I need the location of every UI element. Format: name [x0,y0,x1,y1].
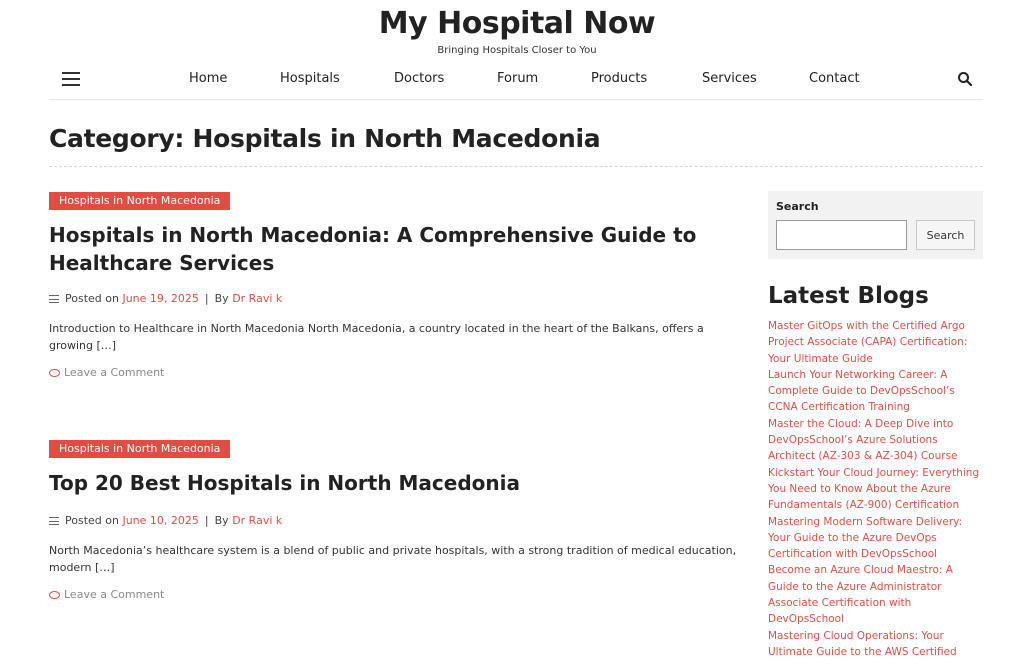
post-excerpt: North Macedonia’s healthcare system is a blend of public and private hospitals, with a strong tradition of medical education, modern […] [49,544,737,574]
site-title[interactable]: My Hospital Now [378,6,656,41]
post-title[interactable]: Top 20 Best Hospitals in North Macedonia [49,471,520,495]
main-navigation [49,62,983,100]
post-date-link[interactable]: June 10, 2025 [122,514,199,527]
comment-bubble-icon [49,369,60,377]
author-link[interactable]: Dr Ravi k [232,514,283,527]
site-tagline: Bringing Hospitals Closer to You [437,45,597,56]
nav-item-contact[interactable]: Contact [809,71,860,86]
comment-label: Leave a Comment [64,588,165,601]
post-excerpt: Introduction to Healthcare in North Macedonia North Macedonia, a country located in the heart of the Balkans, offers a growing […] [49,322,704,352]
search-button[interactable]: Search [916,220,975,250]
menu-lines-icon [49,295,59,303]
meta-separator: | [204,514,209,527]
nav-item-products[interactable]: Products [591,71,648,86]
blog-link[interactable]: Master GitOps with the Certified Argo Project Associate (CAPA) Certification: Your Ultimate Guide [768,320,968,365]
latest-blogs-heading: Latest Blogs [768,283,929,309]
search-input[interactable] [776,220,907,250]
blog-link[interactable]: Mastering Cloud Operations: Your Ultimate Guide to the AWS Certified [768,629,957,658]
blog-link[interactable]: Mastering Modern Software Delivery: Your Guide to the Azure DevOps Certification with DevOpsSchool [768,515,963,561]
category-badge[interactable]: Hospitals in North Macedonia [49,192,230,210]
leave-comment-link[interactable] [49,366,164,379]
author-link[interactable]: Dr Ravi k [232,292,283,305]
comment-label: Leave a Comment [64,366,165,379]
nav-item-home[interactable]: Home [189,71,228,86]
latest-blogs-list [768,318,980,660]
post-meta [49,292,282,305]
leave-comment-link[interactable] [49,588,164,601]
page-title: Category: Hospitals in North Macedonia [49,124,601,153]
posted-on-label: Posted on [65,514,119,527]
title-divider [49,166,983,167]
blog-link[interactable]: Launch Your Networking Career: A Complete Guide to DevOpsSchool’s CCNA Certification Training [768,368,955,414]
search-icon[interactable] [957,71,973,87]
post-date-link[interactable]: June 19, 2025 [122,292,199,305]
menu-lines-icon [49,517,59,525]
category-badge[interactable]: Hospitals in North Macedonia [49,440,230,458]
by-label: By [214,514,229,527]
nav-item-forum[interactable]: Forum [497,71,539,86]
nav-item-services[interactable]: Services [702,71,757,86]
search-widget-label: Search [776,200,819,213]
hamburger-icon[interactable] [62,72,80,86]
blog-link[interactable]: Kickstart Your Cloud Journey: Everything You Need to Know About the Azure Fundamentals (AZ-900) Certification [768,466,980,512]
post-meta [49,514,282,527]
blog-link[interactable]: Master the Cloud: A Deep Dive into DevOpsSchool’s Azure Solutions Architect (AZ-303 & AZ-304) Course [768,417,958,463]
nav-item-doctors[interactable]: Doctors [394,71,445,86]
search-widget [768,191,983,259]
meta-separator: | [204,292,209,305]
blog-link[interactable]: Become an Azure Cloud Maestro: A Guide to the Azure Administrator Associate Certification with DevOpsSchool [768,564,953,626]
by-label: By [214,292,229,305]
nav-item-hospitals[interactable]: Hospitals [280,71,340,86]
posted-on-label: Posted on [65,292,119,305]
comment-bubble-icon [49,591,60,599]
post-title[interactable]: Hospitals in North Macedonia: A Comprehensive Guide to Healthcare Services [49,223,697,275]
